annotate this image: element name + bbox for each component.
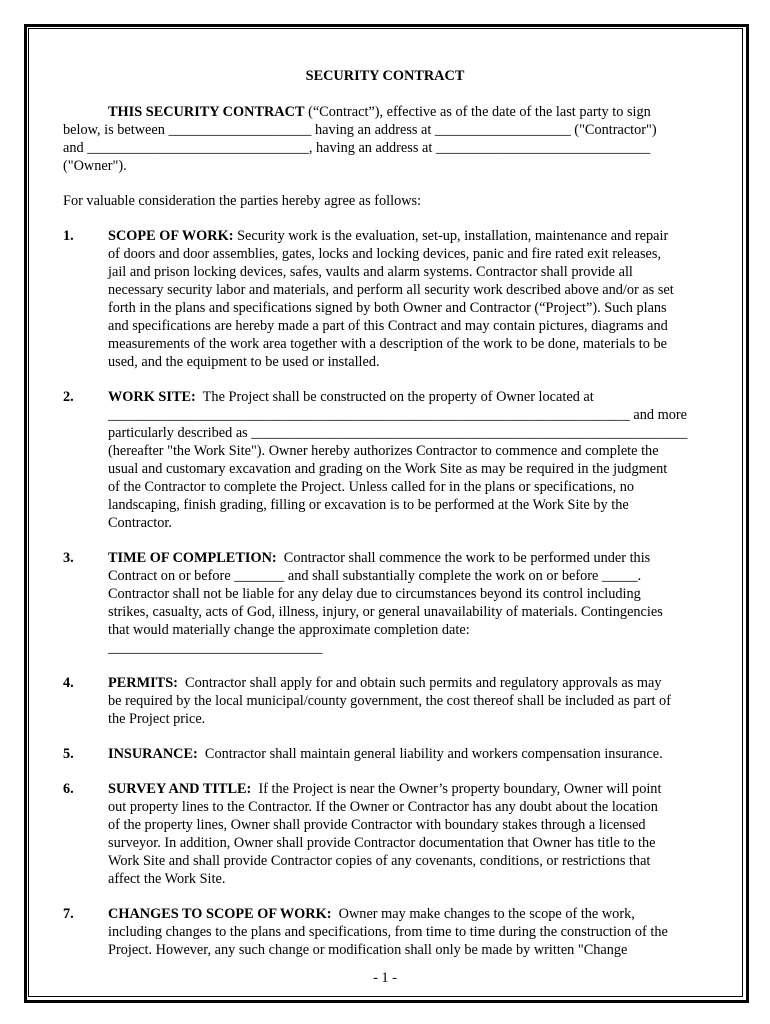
intro-paragraph bbox=[63, 103, 707, 175]
page-number: - 1 - bbox=[373, 970, 397, 986]
intro-line-2: below, is between ____________________ having an address at ___________________ ("Contractor") bbox=[63, 122, 657, 138]
clause-line: Contractor shall not be liable for any delay due to circumstances beyond its control including bbox=[108, 586, 641, 602]
clause-line: necessary security labor and materials, and perform all security work described above and/or as set bbox=[108, 282, 674, 298]
clause-line: strikes, casualty, acts of God, illness, injury, or general unavailability of materials. Contingencies bbox=[108, 604, 663, 620]
clause-line: out property lines to the Contractor. If the Owner or Contractor has any doubt about the location bbox=[108, 799, 658, 815]
clause-scope-of-work: 1. SCOPE OF WORK: Security work is the evaluation, set-up, installation, maintenance and repair of doors and door assemblies, gates, locks and locking devices, panic and fire rated exit releases, jail and prison locking devices, safes, vaults and alarm systems. Contractor shall provide all necessary security labor and materials, and perform all security work described above and/or as set forth in the plans and specifications signed by both Owner and Contractor (“Project”). Such plans and specifications are hereby made a part of this Contract and may contain pictures, diagrams and measurements of the work area together with a description of the work to be done, materials to be used, and the equipment to be used or installed. bbox=[63, 227, 707, 371]
consideration-text: For valuable consideration the parties hereby agree as follows: bbox=[63, 193, 422, 209]
clause-changes-to-scope: 7. CHANGES TO SCOPE OF WORK: Owner may make changes to the scope of the work, including changes to the plans and specifications, from time to time during the construction of the Project. However, any such change or modification shall only be made by written "Change bbox=[63, 905, 707, 959]
clause-number: 2. bbox=[63, 389, 74, 405]
clause-number: 1. bbox=[63, 228, 74, 244]
clause-heading: INSURANCE: bbox=[108, 746, 198, 762]
clause-heading: TIME OF COMPLETION: bbox=[108, 550, 277, 566]
clause-line: surveyor. In addition, Owner shall provide Contractor documentation that Owner has title to the bbox=[108, 835, 656, 851]
clause-line: landscaping, finish grading, filling or excavation is to be performed at the Work Site by the bbox=[108, 497, 629, 513]
clause-insurance: 5. INSURANCE: Contractor shall maintain general liability and workers compensation insurance. bbox=[63, 746, 663, 762]
document-title: SECURITY CONTRACT bbox=[305, 68, 465, 84]
clause-line: of the Contractor to complete the Project. Unless called for in the plans or specifications, no bbox=[108, 479, 635, 495]
clause-line: used, and the equipment to be used or installed. bbox=[108, 354, 380, 370]
clause-heading: SURVEY AND TITLE: bbox=[108, 781, 252, 797]
clause-permits: 4. PERMITS: Contractor shall apply for and obtain such permits and regulatory approvals as may be required by the local municipal/county government, the cost thereof shall be included as part of the Project price. bbox=[63, 674, 707, 728]
clause-line: Project. However, any such change or modification shall only be made by written "Change bbox=[108, 942, 628, 958]
clause-number: 3. bbox=[63, 550, 74, 566]
clause-line: and specifications are hereby made a part of this Contract and may contain pictures, diagrams and bbox=[108, 318, 668, 334]
clause-line: jail and prison locking devices, safes, vaults and alarm systems. Contractor shall provide all bbox=[108, 264, 633, 280]
clause-line: (hereafter "the Work Site"). Owner hereby authorizes Contractor to commence and complete the bbox=[108, 443, 659, 459]
clause-line: that would materially change the approximate completion date: bbox=[108, 622, 470, 638]
clause-line: including changes to the plans and specifications, from time to time during the construction of the bbox=[108, 924, 668, 940]
intro-bold-lead: THIS SECURITY CONTRACT bbox=[108, 104, 305, 120]
clause-line: particularly described as _____________________________________________________________ bbox=[108, 425, 688, 441]
clause-line: forth in the plans and specifications signed by both Owner and Contractor (“Project”). Such plans bbox=[108, 300, 667, 316]
clause-line: the Project price. bbox=[108, 711, 206, 727]
clause-number: 4. bbox=[63, 675, 74, 691]
clause-line: _________________________________________________________________________ and more bbox=[108, 407, 688, 423]
intro-line-3: and _______________________________, having an address at ______________________________ bbox=[63, 140, 651, 156]
clause-line: Contract on or before _______ and shall substantially complete the work on or before _____. bbox=[108, 568, 642, 584]
clause-heading: PERMITS: bbox=[108, 675, 178, 691]
clause-line: measurements of the work area together with a description of the work to be done, materials to be bbox=[108, 336, 667, 352]
clause-survey-and-title: 6. SURVEY AND TITLE: If the Project is near the Owner’s property boundary, Owner will point out property lines to the Contractor. If the Owner or Contractor has any doubt about the location of the property lines, Owner shall provide Contractor with boundary stakes through a licensed surveyor. In addition, Owner shall provide Contractor documentation that Owner has title to the Work Site and shall provide Contractor copies of any covenants, conditions, or restrictions that affect the Work Site. bbox=[63, 780, 707, 888]
clause-heading: CHANGES TO SCOPE OF WORK: bbox=[108, 906, 332, 922]
intro-line-4: ("Owner"). bbox=[63, 158, 127, 174]
clause-number: 6. bbox=[63, 781, 74, 797]
clause-work-site: 2. WORK SITE: The Project shall be constructed on the property of Owner located at _________________________________________________________________________ and more particularly described as _____________________________________________________________ (hereafter "the Work Site"). Owner hereby authorizes Contractor to commence and complete the usual and customary excavation and grading on the Work Site as may be required in the judgment of the Contractor to complete the Project. Unless called for in the plans or specifications, no landscaping, finish grading, filling or excavation is to be performed at the Work Site by the Contractor. bbox=[63, 388, 707, 532]
clause-line: Contractor. bbox=[108, 515, 172, 531]
clause-line: be required by the local municipal/county government, the cost thereof shall be included as part of bbox=[108, 693, 671, 709]
clause-line: usual and customary excavation and grading on the Work Site as may be required in the judgment bbox=[108, 461, 668, 477]
document-page bbox=[63, 64, 707, 959]
clause-number: 7. bbox=[63, 906, 74, 922]
clause-time-of-completion: 3. TIME OF COMPLETION: Contractor shall commence the work to be performed under this Contract on or before _______ and shall substantially complete the work on or before _____. Contractor shall not be liable for any delay due to circumstances beyond its control including strikes, casualty, acts of God, illness, injury, or general unavailability of materials. Contingencies that would materially change the approximate completion date: ______________________________ bbox=[63, 549, 707, 657]
clause-line: of doors and door assemblies, gates, locks and locking devices, panic and fire rated exit releases, bbox=[108, 246, 662, 262]
clause-heading: SCOPE OF WORK: bbox=[108, 228, 234, 244]
clause-line: ______________________________ bbox=[108, 640, 323, 656]
clause-line: Work Site and shall provide Contractor copies of any covenants, conditions, or restrictions that bbox=[108, 853, 651, 869]
clause-number: 5. bbox=[63, 746, 74, 762]
clause-heading: WORK SITE: bbox=[108, 389, 196, 405]
clause-line: affect the Work Site. bbox=[108, 871, 226, 887]
clause-line: of the property lines, Owner shall provide Contractor with boundary stakes through a licensed bbox=[108, 817, 646, 833]
intro-line-1: THIS SECURITY CONTRACT (“Contract”), effective as of the date of the last party to sign bbox=[108, 104, 651, 120]
